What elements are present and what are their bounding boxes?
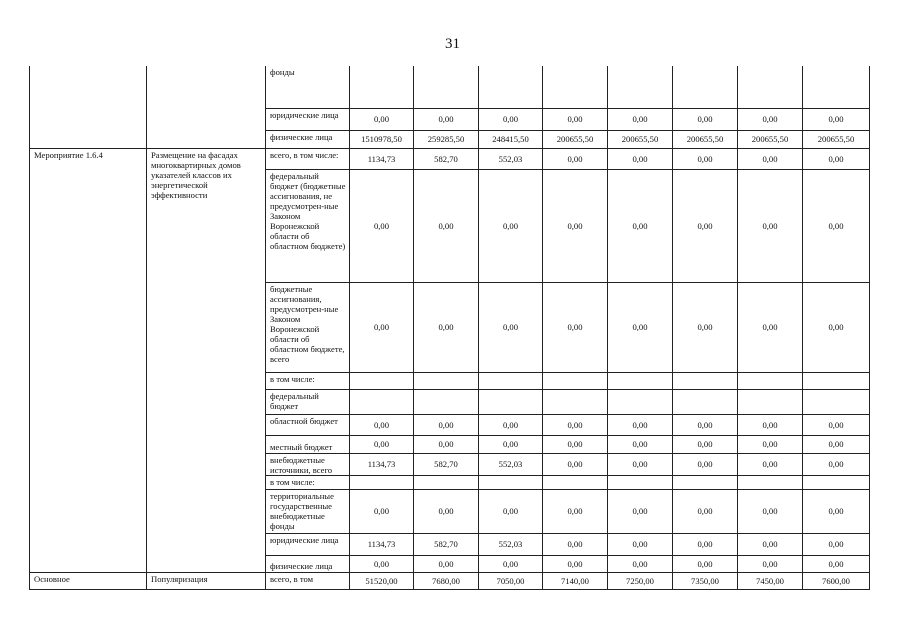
amount-cell: 0,00 (803, 489, 870, 533)
amount-cell (608, 475, 673, 489)
amount-cell: 582,70 (414, 533, 479, 555)
amount-cell: 248415,50 (479, 130, 543, 148)
amount-cell: 0,00 (803, 533, 870, 555)
next-activity-name-cell: Популяризация (147, 572, 266, 589)
amount-cell (350, 389, 414, 414)
amount-cell: 0,00 (414, 169, 479, 282)
amount-cell: 0,00 (738, 148, 803, 169)
amount-cell: 0,00 (414, 489, 479, 533)
amount-cell: 0,00 (479, 282, 543, 372)
amount-cell: 0,00 (673, 148, 738, 169)
amount-cell: 552,03 (479, 148, 543, 169)
amount-cell: 7680,00 (414, 572, 479, 589)
amount-cell: 0,00 (803, 148, 870, 169)
funding-source-label: физические лица (266, 555, 350, 572)
funding-source-label: в том числе: (266, 475, 350, 489)
amount-cell: 0,00 (543, 414, 608, 435)
table-row (30, 148, 870, 169)
amount-cell: 1510978,50 (350, 130, 414, 148)
amount-cell (350, 372, 414, 389)
amount-cell (543, 66, 608, 108)
amount-cell: 51520,00 (350, 572, 414, 589)
amount-cell: 0,00 (738, 108, 803, 130)
funding-source-label: всего, в том числе: (266, 148, 350, 169)
amount-cell: 0,00 (673, 414, 738, 435)
amount-cell (479, 475, 543, 489)
amount-cell: 0,00 (673, 555, 738, 572)
amount-cell: 0,00 (738, 533, 803, 555)
amount-cell: 0,00 (479, 435, 543, 453)
amount-cell: 0,00 (608, 169, 673, 282)
amount-cell: 200655,50 (608, 130, 673, 148)
amount-cell: 0,00 (803, 282, 870, 372)
amount-cell (608, 66, 673, 108)
amount-cell: 0,00 (608, 453, 673, 475)
amount-cell: 0,00 (350, 489, 414, 533)
amount-cell (673, 66, 738, 108)
table-row (30, 66, 870, 108)
amount-cell (803, 66, 870, 108)
amount-cell: 0,00 (803, 555, 870, 572)
amount-cell: 0,00 (673, 533, 738, 555)
amount-cell (803, 389, 870, 414)
funding-source-label: юридические лица (266, 108, 350, 130)
amount-cell: 0,00 (479, 489, 543, 533)
amount-cell: 0,00 (350, 435, 414, 453)
amount-cell: 0,00 (608, 282, 673, 372)
amount-cell: 0,00 (673, 169, 738, 282)
amount-cell: 0,00 (414, 282, 479, 372)
amount-cell: 0,00 (543, 282, 608, 372)
funding-source-label: территориальные государственные внебюджетные фонды (266, 489, 350, 533)
amount-cell: 0,00 (608, 148, 673, 169)
amount-cell: 1134,73 (350, 533, 414, 555)
amount-cell (738, 372, 803, 389)
amount-cell (738, 66, 803, 108)
amount-cell: 1134,73 (350, 148, 414, 169)
amount-cell (414, 372, 479, 389)
amount-cell: 0,00 (479, 555, 543, 572)
table-row (30, 572, 870, 589)
funding-source-label: всего, в том (266, 572, 350, 589)
amount-cell: 0,00 (543, 533, 608, 555)
amount-cell: 200655,50 (803, 130, 870, 148)
amount-cell (673, 372, 738, 389)
amount-cell: 7050,00 (479, 572, 543, 589)
amount-cell: 259285,50 (414, 130, 479, 148)
amount-cell (350, 66, 414, 108)
amount-cell: 0,00 (608, 533, 673, 555)
page-number: 31 (445, 36, 460, 52)
amount-cell: 200655,50 (738, 130, 803, 148)
amount-cell (673, 389, 738, 414)
amount-cell (414, 66, 479, 108)
amount-cell: 0,00 (673, 282, 738, 372)
amount-cell (414, 475, 479, 489)
amount-cell: 0,00 (608, 489, 673, 533)
funding-source-label: областной бюджет (266, 414, 350, 435)
amount-cell: 0,00 (543, 489, 608, 533)
amount-cell (479, 389, 543, 414)
amount-cell: 0,00 (673, 489, 738, 533)
amount-cell (608, 372, 673, 389)
amount-cell (543, 389, 608, 414)
table-body (30, 66, 870, 589)
amount-cell (543, 475, 608, 489)
amount-cell (803, 475, 870, 489)
amount-cell: 0,00 (673, 435, 738, 453)
amount-cell: 200655,50 (673, 130, 738, 148)
amount-cell: 7250,00 (608, 572, 673, 589)
amount-cell (350, 475, 414, 489)
amount-cell: 552,03 (479, 453, 543, 475)
amount-cell (673, 475, 738, 489)
amount-cell: 0,00 (608, 435, 673, 453)
funding-source-label: федеральный бюджет (бюджетные ассигнования, не предусмотрен-ные Законом Воронежской области об областном бюджете) (266, 169, 350, 282)
amount-cell: 7140,00 (543, 572, 608, 589)
amount-cell: 582,70 (414, 453, 479, 475)
activity-name-cell: Размещение на фасадах многоквартирных домов указателей классов их энергетической эффективности (147, 148, 266, 572)
amount-cell: 0,00 (738, 489, 803, 533)
amount-cell: 0,00 (414, 108, 479, 130)
amount-cell: 0,00 (803, 414, 870, 435)
funding-source-label: в том числе: (266, 372, 350, 389)
amount-cell: 0,00 (803, 169, 870, 282)
funding-source-label: фонды (266, 66, 350, 108)
amount-cell: 0,00 (673, 108, 738, 130)
amount-cell (803, 372, 870, 389)
status-cell (30, 66, 147, 148)
amount-cell: 0,00 (608, 414, 673, 435)
amount-cell: 0,00 (350, 555, 414, 572)
amount-cell: 0,00 (350, 282, 414, 372)
amount-cell: 0,00 (479, 108, 543, 130)
amount-cell: 0,00 (414, 414, 479, 435)
amount-cell: 0,00 (608, 108, 673, 130)
amount-cell: 0,00 (543, 453, 608, 475)
amount-cell: 0,00 (738, 435, 803, 453)
amount-cell: 0,00 (479, 169, 543, 282)
amount-cell (479, 372, 543, 389)
amount-cell: 0,00 (738, 169, 803, 282)
amount-cell: 0,00 (673, 453, 738, 475)
funding-source-label: внебюджетные источники, всего (266, 453, 350, 475)
amount-cell: 0,00 (543, 555, 608, 572)
amount-cell: 0,00 (738, 453, 803, 475)
budget-table (29, 66, 870, 590)
amount-cell: 0,00 (414, 555, 479, 572)
activity-status-cell: Мероприятие 1.6.4 (30, 148, 147, 572)
amount-cell: 0,00 (608, 555, 673, 572)
amount-cell: 0,00 (543, 169, 608, 282)
amount-cell: 0,00 (350, 169, 414, 282)
amount-cell (738, 389, 803, 414)
amount-cell: 200655,50 (543, 130, 608, 148)
amount-cell: 0,00 (543, 435, 608, 453)
funding-source-label: бюджетные ассигнования, предусмотрен-ные Законом Воронежской области об областном бюджете, всего (266, 282, 350, 372)
funding-source-label: юридические лица (266, 533, 350, 555)
amount-cell: 0,00 (414, 435, 479, 453)
amount-cell: 0,00 (738, 555, 803, 572)
funding-source-label: федеральный бюджет (266, 389, 350, 414)
amount-cell: 1134,73 (350, 453, 414, 475)
name-cell (147, 66, 266, 148)
amount-cell: 0,00 (479, 414, 543, 435)
amount-cell: 0,00 (543, 108, 608, 130)
amount-cell: 7600,00 (803, 572, 870, 589)
amount-cell: 0,00 (350, 108, 414, 130)
amount-cell (479, 66, 543, 108)
amount-cell: 582,70 (414, 148, 479, 169)
amount-cell: 7450,00 (738, 572, 803, 589)
amount-cell (543, 372, 608, 389)
amount-cell (608, 389, 673, 414)
funding-source-label: местный бюджет (266, 435, 350, 453)
amount-cell (738, 475, 803, 489)
amount-cell (414, 389, 479, 414)
amount-cell: 0,00 (803, 108, 870, 130)
amount-cell: 552,03 (479, 533, 543, 555)
funding-source-label: физические лица (266, 130, 350, 148)
amount-cell: 7350,00 (673, 572, 738, 589)
amount-cell: 0,00 (543, 148, 608, 169)
amount-cell: 0,00 (738, 414, 803, 435)
amount-cell: 0,00 (738, 282, 803, 372)
next-activity-status-cell: Основное (30, 572, 147, 589)
amount-cell: 0,00 (350, 414, 414, 435)
amount-cell: 0,00 (803, 453, 870, 475)
amount-cell: 0,00 (803, 435, 870, 453)
